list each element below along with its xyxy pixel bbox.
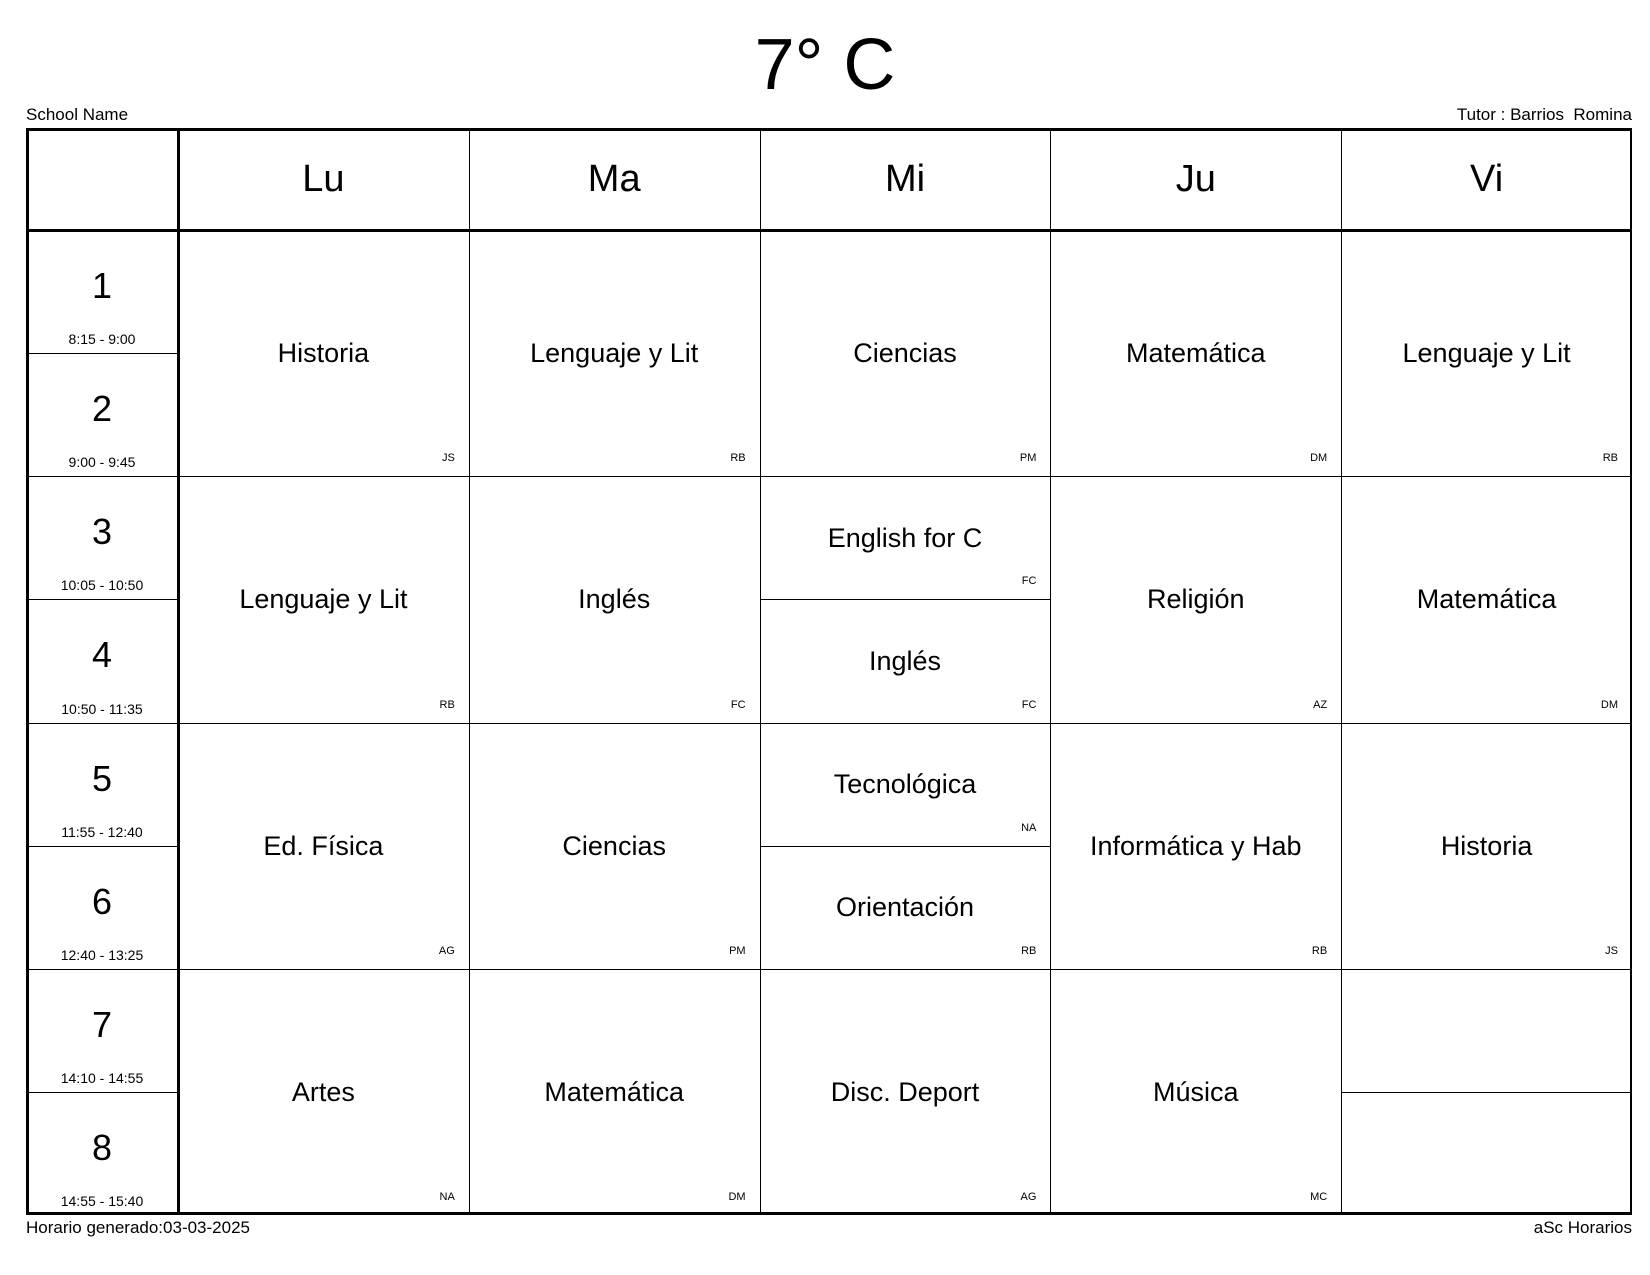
lesson-subject: Ed. Física bbox=[263, 830, 384, 861]
lesson-teacher: AG bbox=[438, 944, 455, 957]
lesson-teacher: NA bbox=[1021, 821, 1037, 834]
period-row-separator bbox=[26, 599, 178, 600]
day-column-separator bbox=[469, 128, 470, 1215]
lesson-teacher: DM bbox=[1600, 698, 1618, 711]
grid-border-left bbox=[26, 128, 29, 1215]
lesson-cell bbox=[469, 230, 760, 476]
period-number: 7 bbox=[91, 1003, 113, 1045]
lesson-cell bbox=[178, 969, 469, 1215]
lesson-cell bbox=[1341, 723, 1632, 969]
day-header-vi: Vi bbox=[1470, 157, 1504, 200]
lesson-cell bbox=[760, 476, 1051, 599]
empty-lesson-cell bbox=[1341, 969, 1632, 1092]
period-cell bbox=[26, 230, 178, 353]
lesson-cell bbox=[1050, 969, 1341, 1215]
tutor-name: Romina bbox=[1573, 105, 1632, 124]
lesson-teacher: FC bbox=[1021, 698, 1037, 711]
lesson-subject: Matemática bbox=[1416, 584, 1557, 615]
day-header-ju: Ju bbox=[1175, 157, 1216, 200]
lesson-teacher: JS bbox=[1605, 944, 1618, 957]
period-cell bbox=[26, 599, 178, 722]
lesson-subject: Historia bbox=[277, 338, 370, 369]
lesson-separator bbox=[469, 969, 760, 970]
period-cell bbox=[26, 969, 178, 1092]
lesson-separator bbox=[178, 969, 469, 970]
grid-border-right bbox=[1630, 128, 1632, 1215]
period-number: 1 bbox=[91, 265, 113, 306]
day-header-mi: Mi bbox=[884, 157, 926, 200]
lesson-teacher: MC bbox=[1310, 1191, 1328, 1203]
lesson-teacher: FC bbox=[730, 698, 746, 711]
period-row-separator bbox=[26, 846, 178, 847]
school-name: School Name bbox=[26, 105, 129, 124]
lesson-subject: Ciencias bbox=[562, 830, 666, 861]
period-time: 11:55 - 12:40 bbox=[61, 823, 143, 840]
lesson-subject: Inglés bbox=[868, 645, 942, 676]
lesson-separator bbox=[760, 969, 1051, 970]
lesson-cell bbox=[760, 846, 1051, 969]
lesson-cell bbox=[469, 723, 760, 969]
period-row-separator bbox=[26, 1092, 178, 1093]
lesson-subject: English for C bbox=[827, 522, 983, 553]
period-row-separator bbox=[26, 476, 178, 477]
lesson-subject: Informática y Hab bbox=[1089, 830, 1302, 861]
period-time: 9:00 - 9:45 bbox=[68, 454, 136, 471]
period-number: 3 bbox=[91, 511, 113, 553]
lesson-subject: Inglés bbox=[578, 584, 651, 615]
lesson-subject: Matemática bbox=[544, 1076, 684, 1107]
lesson-subject: Lenguaje y Lit bbox=[239, 584, 408, 615]
lesson-teacher: RB bbox=[1311, 944, 1328, 957]
lesson-cell bbox=[178, 230, 469, 476]
lesson-cell bbox=[760, 969, 1051, 1215]
period-row-separator bbox=[26, 723, 178, 724]
period-column-separator bbox=[177, 128, 180, 1215]
lesson-teacher: RB bbox=[1602, 452, 1618, 465]
lesson-separator bbox=[469, 723, 760, 724]
lesson-separator bbox=[1341, 1092, 1632, 1093]
lesson-cell bbox=[760, 723, 1051, 846]
lesson-separator bbox=[178, 476, 469, 477]
lesson-separator bbox=[1341, 476, 1632, 477]
period-row-separator bbox=[26, 353, 178, 354]
period-time: 12:40 - 13:25 bbox=[60, 946, 144, 963]
period-cell bbox=[26, 476, 178, 599]
lesson-teacher: PM bbox=[1019, 452, 1037, 465]
lesson-cell bbox=[469, 476, 760, 722]
lesson-teacher: RB bbox=[730, 452, 746, 465]
tutor-prefix: Tutor : Barrios bbox=[1456, 105, 1564, 124]
lesson-subject: Ciencias bbox=[853, 338, 957, 369]
lesson-separator bbox=[760, 723, 1051, 724]
lesson-teacher: RB bbox=[439, 698, 455, 711]
lesson-subject: Disc. Deport bbox=[830, 1076, 980, 1107]
period-cell bbox=[26, 723, 178, 846]
lesson-subject: Historia bbox=[1440, 830, 1533, 861]
lesson-separator bbox=[1050, 969, 1341, 970]
lesson-teacher: PM bbox=[729, 944, 746, 957]
lesson-separator bbox=[1050, 723, 1341, 724]
timetable-title: 7° C bbox=[754, 25, 896, 105]
period-cell bbox=[26, 846, 178, 969]
day-header-ma: Ma bbox=[587, 157, 641, 200]
period-time: 14:10 - 14:55 bbox=[60, 1069, 144, 1086]
lesson-cell bbox=[1050, 723, 1341, 969]
empty-lesson-cell bbox=[1341, 1092, 1632, 1215]
lesson-separator bbox=[760, 476, 1051, 477]
grid-border-top bbox=[26, 128, 1632, 131]
lesson-subject: Matemática bbox=[1126, 338, 1266, 369]
lesson-cell bbox=[760, 230, 1051, 476]
period-time: 10:50 - 11:35 bbox=[61, 700, 143, 717]
lesson-cell bbox=[1050, 476, 1341, 722]
generator-brand: aSc Horarios bbox=[1533, 1218, 1632, 1237]
tutor-label bbox=[1457, 105, 1632, 125]
lesson-separator bbox=[1050, 476, 1341, 477]
period-number: 5 bbox=[91, 757, 113, 799]
lesson-cell bbox=[469, 969, 760, 1215]
timetable-grid bbox=[26, 128, 1632, 1215]
lesson-cell bbox=[1341, 230, 1632, 476]
day-column-separator bbox=[1341, 128, 1342, 1215]
grid-border-bottom bbox=[26, 1212, 1632, 1215]
lesson-separator bbox=[760, 599, 1051, 600]
lesson-teacher: FC bbox=[1021, 575, 1037, 588]
day-column-separator bbox=[760, 128, 761, 1215]
lesson-separator bbox=[1341, 723, 1632, 724]
lesson-cell bbox=[760, 599, 1051, 722]
period-time: 10:05 - 10:50 bbox=[60, 577, 144, 594]
lesson-cell bbox=[178, 723, 469, 969]
period-cell bbox=[26, 1092, 178, 1215]
lesson-subject: Tecnológica bbox=[833, 769, 977, 800]
period-number: 4 bbox=[91, 634, 113, 676]
period-time: 8:15 - 9:00 bbox=[68, 331, 136, 348]
lesson-separator bbox=[178, 723, 469, 724]
period-number: 6 bbox=[91, 880, 113, 922]
lesson-subject: Lenguaje y Lit bbox=[530, 338, 699, 369]
period-number: 8 bbox=[91, 1126, 113, 1168]
period-cell bbox=[26, 353, 178, 476]
lesson-subject: Artes bbox=[291, 1076, 355, 1107]
lesson-teacher: AZ bbox=[1313, 698, 1328, 711]
period-number: 2 bbox=[91, 388, 113, 430]
period-time: 14:55 - 15:40 bbox=[60, 1193, 144, 1209]
day-column-separator bbox=[1050, 128, 1051, 1215]
lesson-cell bbox=[1050, 230, 1341, 476]
lesson-separator bbox=[1341, 969, 1632, 970]
lesson-cell bbox=[178, 476, 469, 722]
lesson-subject: Religión bbox=[1147, 584, 1245, 615]
lesson-teacher: JS bbox=[441, 452, 455, 465]
header-separator bbox=[26, 229, 1632, 232]
lesson-teacher: AG bbox=[1020, 1191, 1037, 1203]
lesson-teacher: DM bbox=[1310, 452, 1328, 465]
lesson-teacher: DM bbox=[728, 1191, 746, 1203]
lesson-separator bbox=[469, 476, 760, 477]
lesson-teacher: NA bbox=[439, 1191, 455, 1203]
generated-date: Horario generado:03-03-2025 bbox=[26, 1218, 250, 1237]
lesson-teacher: RB bbox=[1021, 944, 1037, 957]
day-header-lu: Lu bbox=[302, 157, 345, 200]
lesson-subject: Música bbox=[1153, 1076, 1239, 1107]
lesson-separator bbox=[760, 846, 1051, 847]
lesson-subject: Orientación bbox=[835, 892, 975, 923]
lesson-cell bbox=[1341, 476, 1632, 722]
lesson-subject: Lenguaje y Lit bbox=[1402, 338, 1571, 369]
period-row-separator bbox=[26, 969, 178, 970]
